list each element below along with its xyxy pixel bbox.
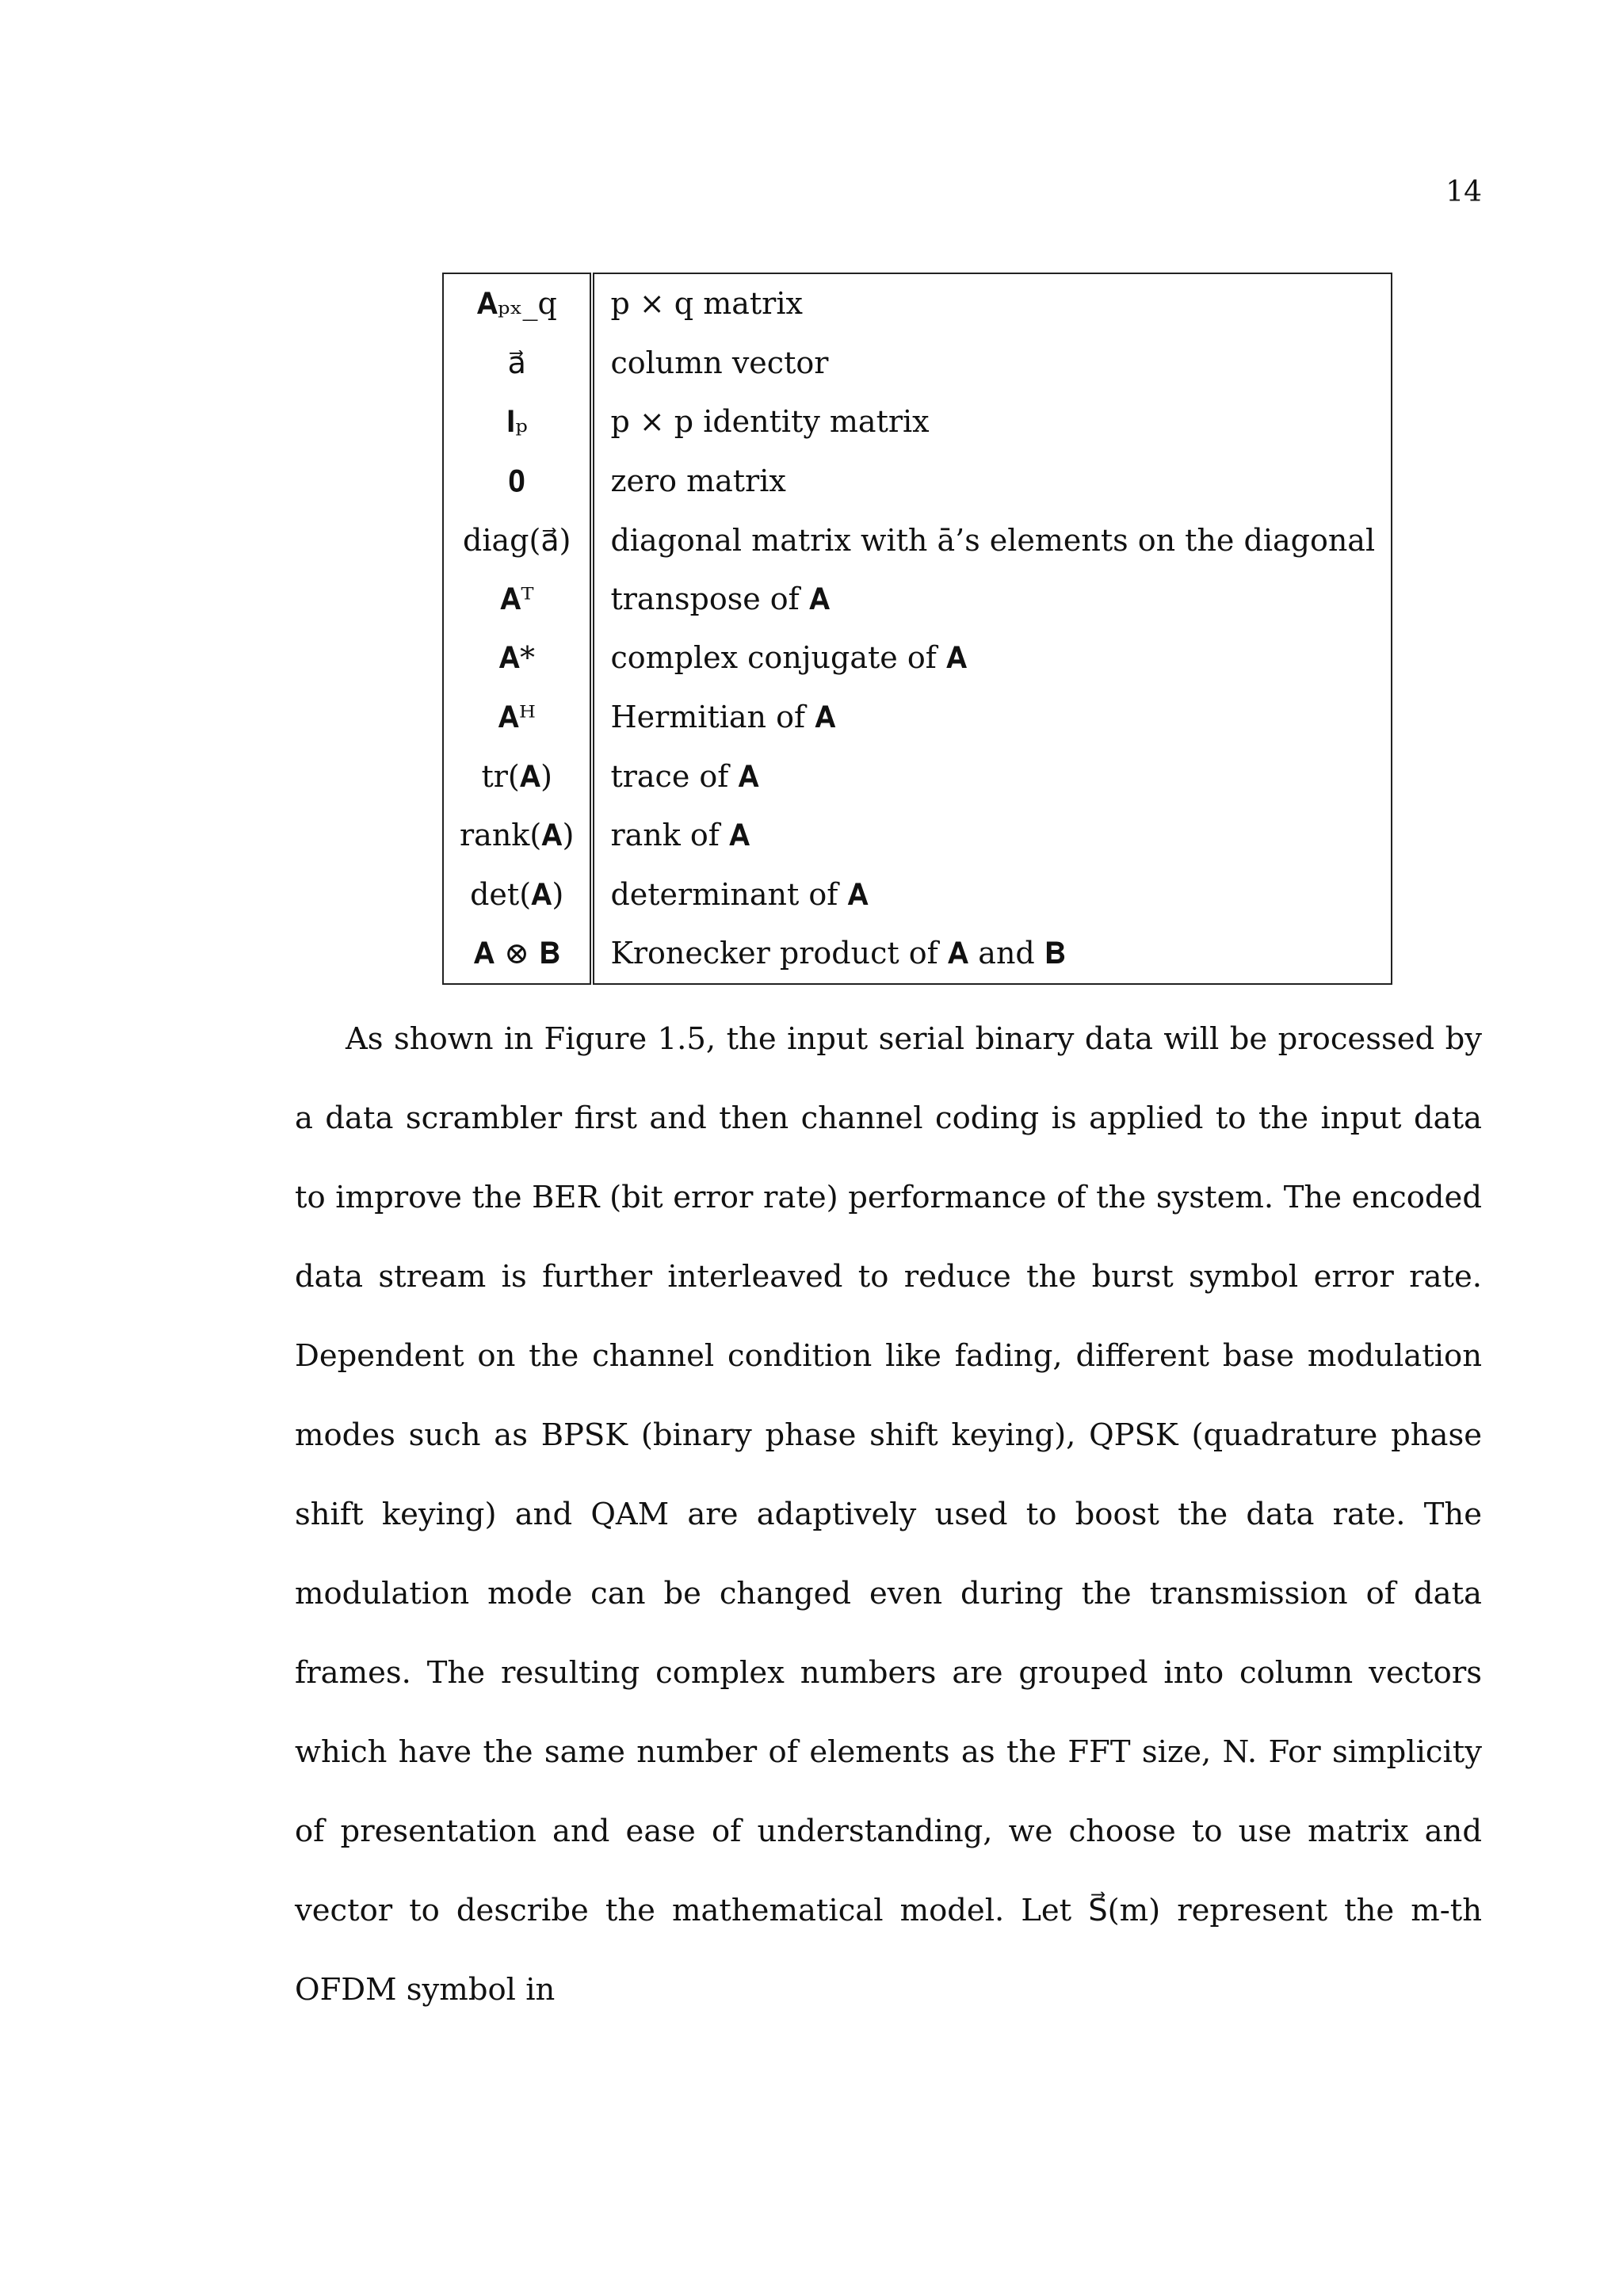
description-cell: transpose of 𝐀 xyxy=(610,581,831,616)
symbol-cell: 𝐀 ⊗ 𝐁 xyxy=(443,925,592,985)
table-row xyxy=(443,806,1392,865)
symbol-cell: 𝐀ᴴ xyxy=(443,688,592,747)
symbol-cell: diag(a⃗) xyxy=(443,510,592,570)
description-cell: rank of 𝐀 xyxy=(610,818,750,853)
table-row xyxy=(443,688,1392,747)
table-row xyxy=(443,510,1392,570)
table-row xyxy=(443,925,1392,985)
symbol-cell: rank(𝐀) xyxy=(443,806,592,865)
description-cell: Hermitian of 𝐀 xyxy=(610,699,836,734)
table-row xyxy=(443,334,1392,393)
table-row xyxy=(443,747,1392,807)
body-paragraph: As shown in Figure 1.5, the input serial binary data will be processed by a data scrambler first and then channel coding is applied to the input data to improve the BER (bit error rate) performance of the system. The encoded data stream is further interleaved to reduce the burst symbol error rate. Dependent on the channel condition like fading, different base modulation modes such as BPSK (binary phase shift keying), QPSK (quadrature phase shift keying) and QAM are adaptively used to boost the data rate. The modulation mode can be changed even during the transmission of data frames. The resulting complex numbers are grouped into column vectors which have the same number of elements as the FFT size, N. For simplicity of presentation and ease of understanding, we choose to use matrix and vector to describe the mathematical model. Let S⃗(m) represent the m-th OFDM symbol in xyxy=(295,1021,1482,2008)
table-row xyxy=(443,452,1392,511)
symbol-cell: 𝐀ₚₓ_q xyxy=(443,273,592,334)
table-row xyxy=(443,392,1392,452)
notation-table xyxy=(442,273,1392,985)
description-cell: column vector xyxy=(610,345,829,380)
table-row xyxy=(443,273,1392,334)
description-cell: determinant of 𝐀 xyxy=(610,876,869,912)
symbol-cell: 𝐈ₚ xyxy=(443,392,592,452)
symbol-cell: a⃗ xyxy=(443,334,592,393)
table-row xyxy=(443,570,1392,629)
symbol-cell: det(𝐀) xyxy=(443,865,592,925)
symbol-cell: 𝐀* xyxy=(443,629,592,688)
symbol-cell: tr(𝐀) xyxy=(443,747,592,807)
description-cell: trace of 𝐀 xyxy=(610,758,759,794)
description-cell: p × p identity matrix xyxy=(610,404,930,440)
description-cell: complex conjugate of 𝐀 xyxy=(610,640,968,676)
description-cell: p × q matrix xyxy=(610,286,803,322)
symbol-cell: 𝟎 xyxy=(443,452,592,511)
page-number: 14 xyxy=(1445,176,1482,208)
table-row xyxy=(443,629,1392,688)
description-cell: diagonal matrix with ā’s elements on the diagonal xyxy=(610,522,1376,558)
table-row xyxy=(443,865,1392,925)
description-cell: Kronecker product of 𝐀 and 𝐁 xyxy=(610,936,1066,971)
symbol-cell: 𝐀ᵀ xyxy=(443,570,592,629)
description-cell: zero matrix xyxy=(610,463,786,499)
